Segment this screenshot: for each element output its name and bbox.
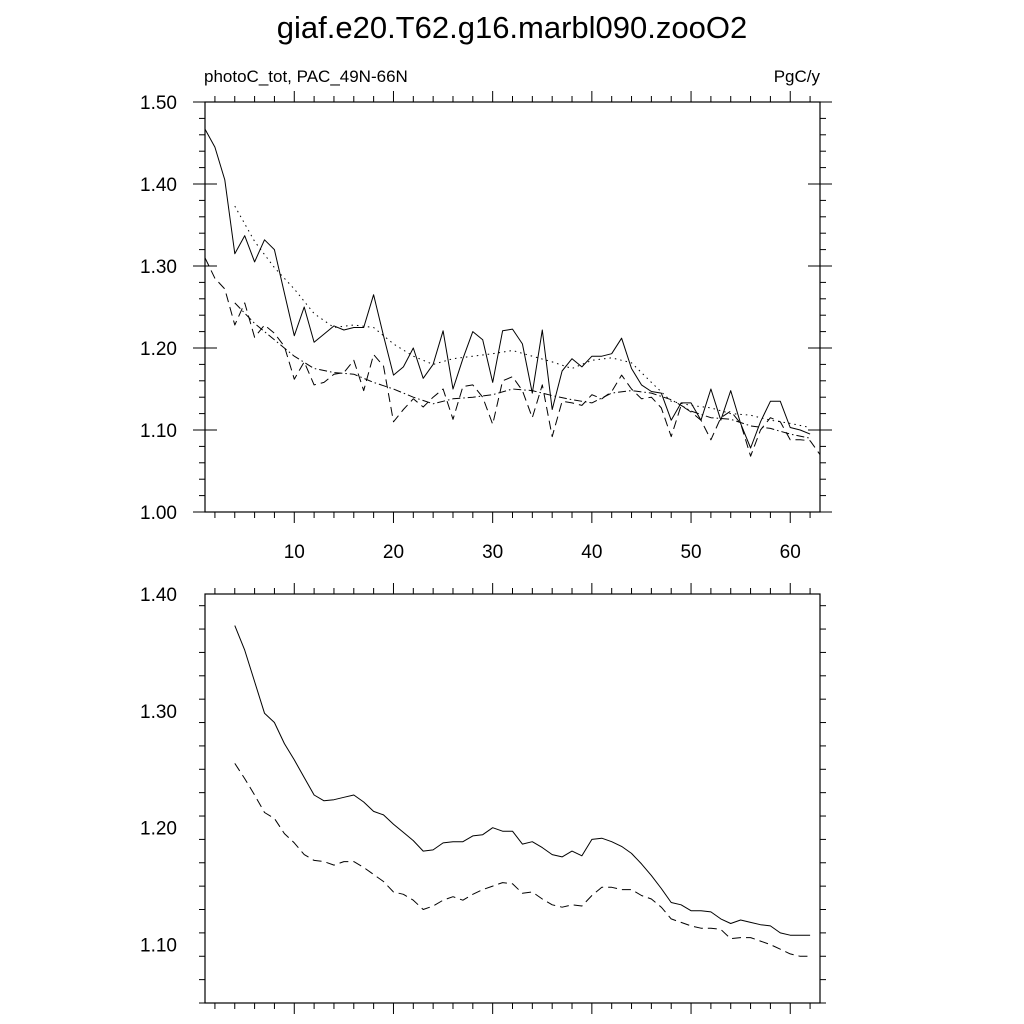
top-y-tick-label: 1.20 xyxy=(140,339,177,360)
bottom-y-tick-label: 1.30 xyxy=(140,701,177,723)
top-plot-frame xyxy=(205,102,820,512)
chart-title: giaf.e20.T62.g16.marbl090.zooO2 xyxy=(276,10,748,45)
top-x-tick-label: 30 xyxy=(482,542,504,563)
top-x-tick-label: 40 xyxy=(581,542,603,563)
bottom-y-tick-label: 1.40 xyxy=(140,585,177,606)
top-x-tick-label: 50 xyxy=(680,542,702,563)
top-series-dotted-line xyxy=(235,206,810,427)
top-x-tick-label: 20 xyxy=(382,542,405,563)
bottom-panel xyxy=(140,583,826,1014)
top-y-tick-label: 1.50 xyxy=(140,93,177,114)
bottom-y-tick-label: 1.10 xyxy=(140,935,177,957)
top-panel-left-label: photoC_tot, PAC_49N-66N xyxy=(204,67,408,86)
top-y-tick-label: 1.40 xyxy=(140,175,177,196)
top-y-tick-label: 1.10 xyxy=(140,421,177,442)
top-series-dashed-line xyxy=(205,258,820,456)
top-x-tick-label: 10 xyxy=(283,542,305,563)
top-x-tick-label: 60 xyxy=(779,542,801,563)
bottom-plot-frame xyxy=(205,594,820,1003)
bottom-y-tick-label: 1.20 xyxy=(140,818,177,840)
bottom-series-dashed-line xyxy=(235,763,810,956)
top-panel-right-label: PgC/y xyxy=(773,67,820,86)
top-y-tick-label: 1.30 xyxy=(140,257,177,278)
top-series-dash-dot-line xyxy=(235,303,810,438)
top-series-solid-line xyxy=(205,129,810,448)
top-y-tick-label: 1.00 xyxy=(140,503,177,524)
bottom-series-solid-line xyxy=(235,626,810,936)
top-panel xyxy=(140,91,832,563)
